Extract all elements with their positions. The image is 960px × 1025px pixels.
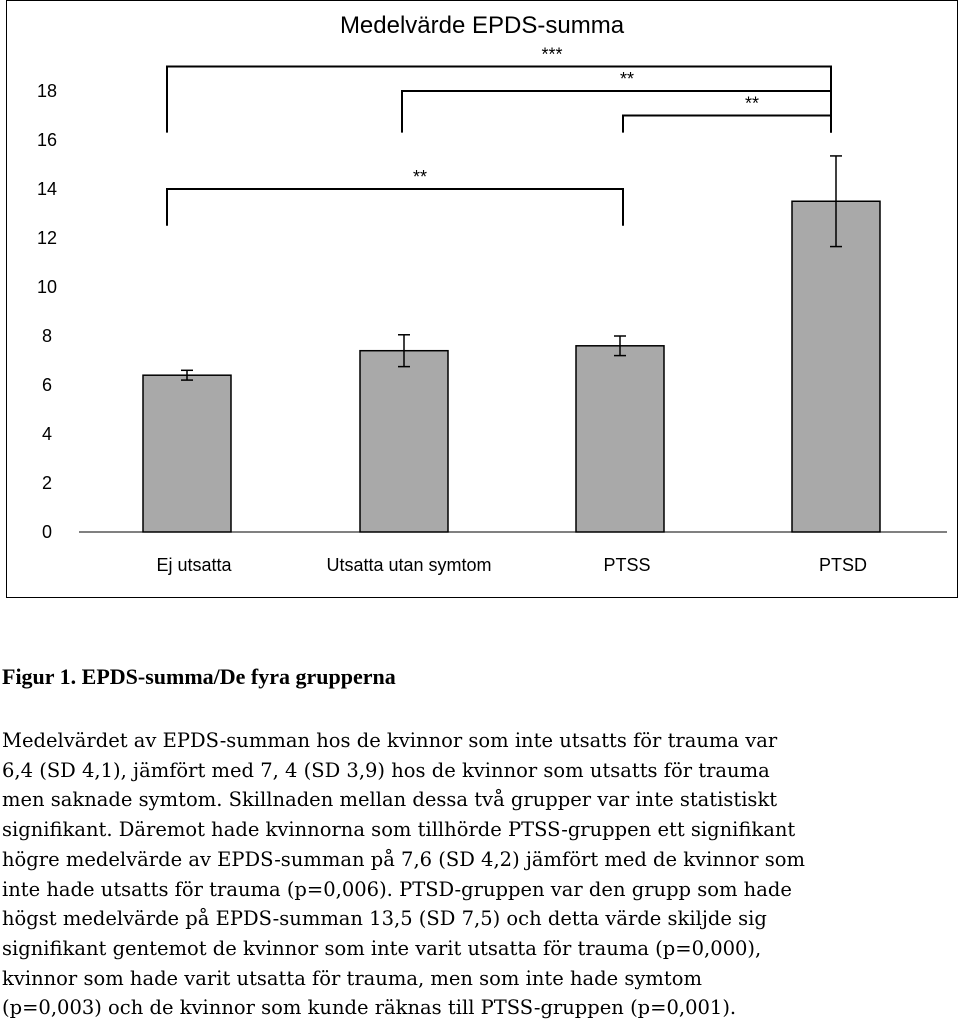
body-line: men saknade symtom. Skillnaden mellan dessa två grupper var inte statistiskt	[2, 788, 778, 812]
significance-brackets	[167, 45, 831, 226]
significance-bracket	[167, 189, 623, 226]
body-line: Medelvärdet av EPDS-summan hos de kvinnor som inte utsatts för trauma var	[2, 729, 778, 752]
chart-frame	[6, 0, 958, 598]
y-tick-label: 14	[36, 179, 58, 199]
bars	[143, 201, 880, 532]
body-line: inte hade utsatts för trauma (p=0,006). PTSD-gruppen var den grupp som hade	[2, 877, 792, 901]
y-tick-label: 2	[41, 473, 53, 493]
bar-3	[792, 201, 880, 532]
y-tick-label: 0	[41, 522, 53, 542]
body-line: kvinnor som hade varit utsatta för trauma, men som inte hade symtom	[2, 966, 702, 990]
bar-2	[576, 346, 664, 532]
body-line: signifikant. Däremot hade kvinnorna som tillhörde PTSS-gruppen ett signifikant	[2, 818, 796, 842]
bar-1	[360, 351, 448, 532]
significance-label: **	[412, 167, 428, 187]
significance-bracket	[402, 91, 831, 133]
significance-label: ***	[541, 44, 563, 65]
figure-caption: Figur 1. EPDS-summa/De fyra grupperna	[2, 664, 396, 689]
x-tick-label: Utsatta utan symtom	[326, 555, 492, 575]
significance-bracket	[623, 116, 831, 133]
x-tick-label: PTSD	[818, 555, 868, 575]
significance-label: **	[744, 93, 760, 114]
y-tick-label: 10	[36, 277, 58, 297]
chart-title: Medelvärde EPDS-summa	[339, 12, 625, 39]
bar-0	[143, 375, 231, 532]
body-line: högst medelvärde på EPDS-summan 13,5 (SD 7,5) och detta värde skiljde sig	[2, 907, 767, 931]
body-paragraph	[2, 726, 954, 1023]
y-axis	[37, 81, 57, 542]
body-line: högre medelvärde av EPDS-summan på 7,6 (SD 4,2) jämfört med de kvinnor som	[2, 847, 805, 871]
significance-bracket	[167, 67, 831, 133]
body-line: (p=0,003) och de kvinnor som kunde räknas till PTSS-gruppen (p=0,001).	[2, 996, 737, 1020]
body-line: 6,4 (SD 4,1), jämfört med 7, 4 (SD 3,9) hos de kvinnor som utsatts för trauma	[2, 758, 770, 782]
y-tick-label: 4	[41, 424, 53, 444]
y-tick-label: 18	[36, 81, 58, 101]
significance-label: **	[619, 69, 635, 89]
chart-svg	[7, 1, 957, 597]
x-axis	[156, 555, 867, 575]
x-tick-label: PTSS	[603, 555, 651, 575]
x-tick-label: Ej utsatta	[156, 555, 232, 575]
y-tick-label: 16	[36, 130, 58, 150]
body-line: signifikant gentemot de kvinnor som inte varit utsatta för trauma (p=0,000),	[2, 936, 762, 960]
y-tick-label: 12	[36, 228, 58, 248]
y-tick-label: 8	[41, 326, 53, 346]
y-tick-label: 6	[41, 375, 53, 395]
